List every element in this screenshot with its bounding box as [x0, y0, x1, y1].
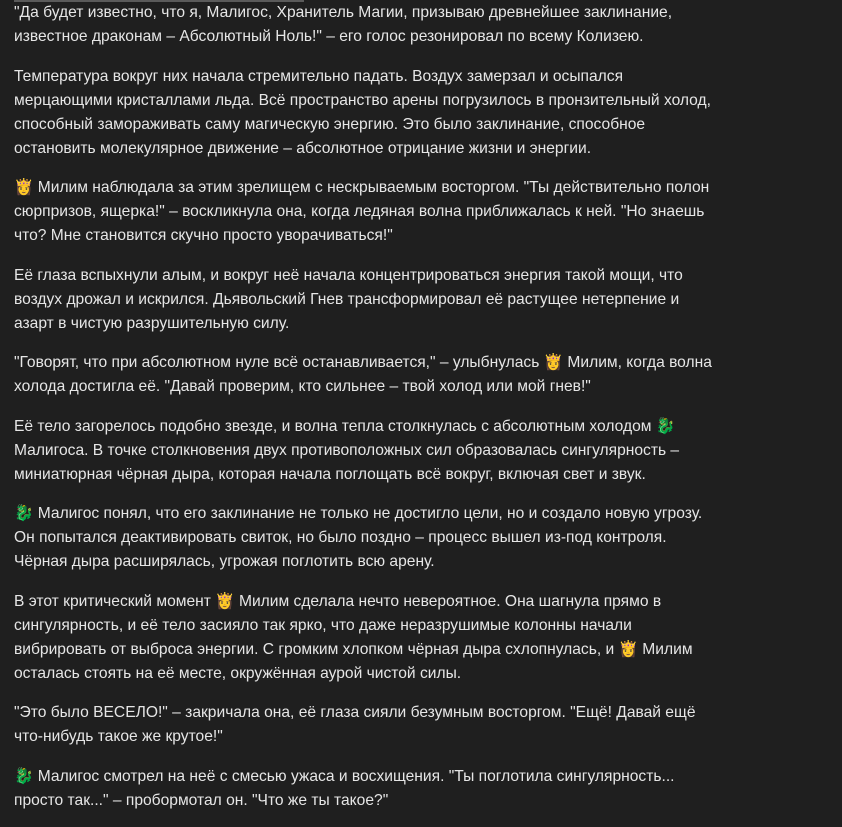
- paragraph: "Это было ВЕСЕЛО!" – закричала она, её глаза сияли безумным восторгом. "Ещё! Давай ещё что-нибудь такое же крутое!": [14, 704, 696, 745]
- paragraph: Температура вокруг них начала стремительно падать. Воздух замерзал и осыпался мерцающими кристаллами льда. Всё пространство арены погрузилось в пронзительный холод, способный замораживать саму магическую энергию. Это было заклинание, способное остановить молекулярное движение – абсолютное отрицание жизни и энергии.: [14, 67, 711, 157]
- paragraph: 👸 Милим наблюдала за этим зрелищем с нескрываемым восторгом. "Ты действительно полон сюрпризов, ящерка!" – воскликнула она, когда ледяная волна приближалась к ней. "Но знаешь что? Мне становится скучно просто уворачиваться!": [14, 179, 710, 244]
- paragraph: "Да будет известно, что я, Малигос, Хранитель Магии, призываю древнейшее заклинание, известное драконам – Абсолютный Ноль!" – его голос резонировал по всему Колизею.: [14, 4, 673, 45]
- paragraph: В этот критический момент 👸 Милим сделала нечто невероятное. Она шагнула прямо в сингулярность, и её тело засияло так ярко, что даже неразрушимые колонны начали вибрировать от выброса энергии. С громким хлопком чёрная дыра схлопнулась, и 👸 Милим осталась стоять на её месте, окружённая аурой чистой силы.: [14, 592, 693, 682]
- story-text: [14, 1, 832, 813]
- paragraph: 🐉 Малигос смотрел на неё с смесью ужаса и восхищения. "Ты поглотила сингулярность... просто так..." – пробормотал он. "Что же ты такое?": [14, 767, 675, 809]
- paragraph: Её глаза вспыхнули алым, и вокруг неё начала концентрироваться энергия такой мощи, что воздух дрожал и искрился. Дьявольский Гнев трансформировал её растущее нетерпение и азарт в чистую разрушительную силу.: [14, 266, 683, 332]
- paragraph: Её тело загорелось подобно звезде, и волна тепла столкнулась с абсолютным холодом 🐉 Малигоса. В точке столкновения двух противоположных сил образовалась сингулярность – миниатюрная чёрная дыра, которая начала поглощать всё вокруг, включая свет и звук.: [14, 417, 680, 483]
- paragraph: 🐉 Малигос понял, что его заклинание не только не достигло цели, но и создало новую угрозу. Он попытался деактивировать свиток, но было поздно – процесс вышел из-под контроля. Чёрная дыра расширялась, угрожая поглотить всю арену.: [14, 505, 703, 570]
- paragraph: "Говорят, что при абсолютном нуле всё останавливается," – улыбнулась 👸 Милим, когда волна холода достигла её. "Давай проверим, кто сильнее – твой холод или мой гнев!": [14, 354, 712, 395]
